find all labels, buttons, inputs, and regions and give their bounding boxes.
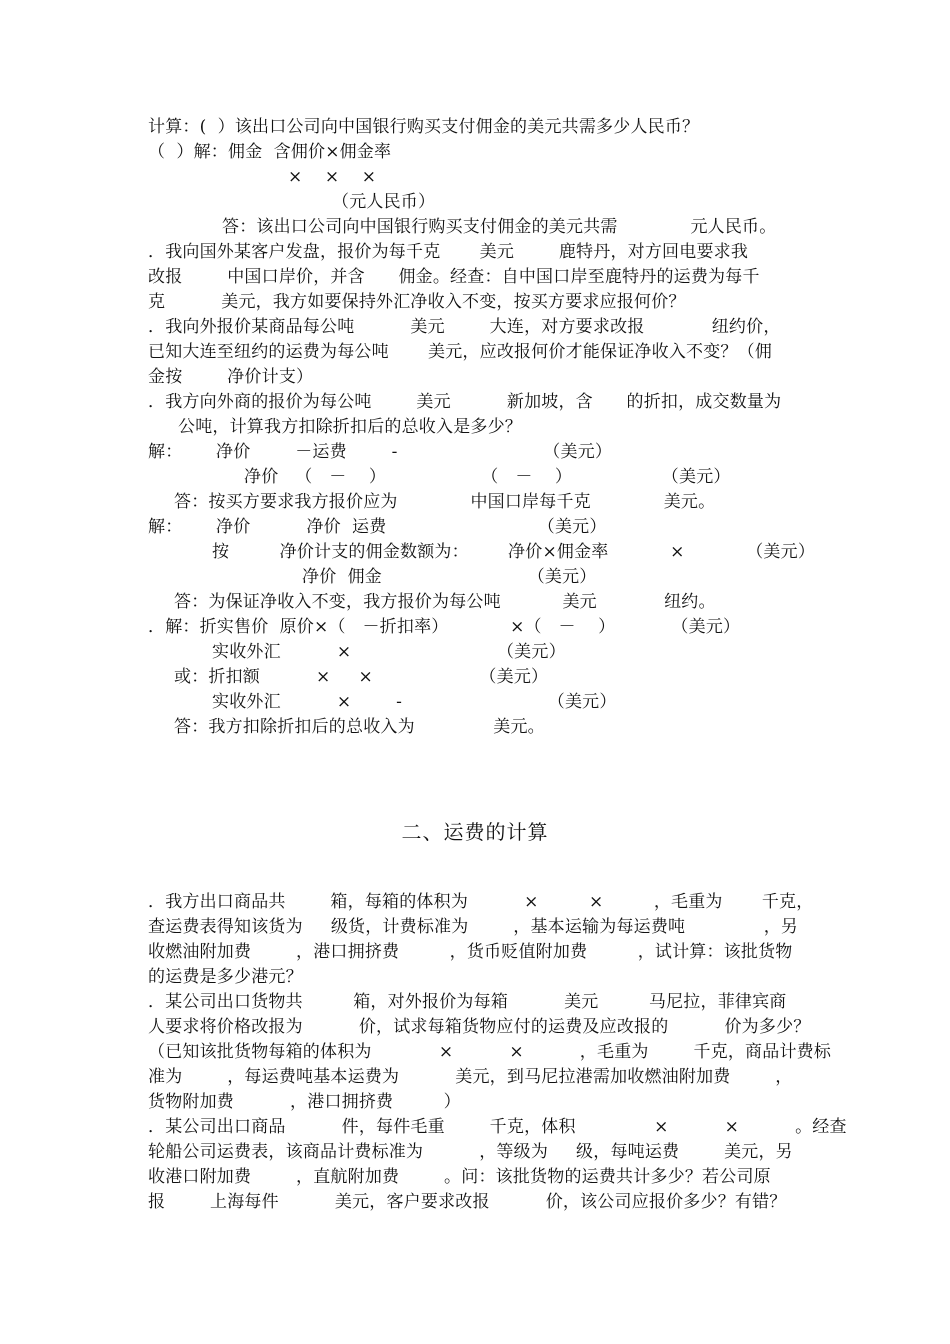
text-line: 净价 （ － ） （ － ） （美元） <box>244 467 731 487</box>
text-line: 净价 －运费 - （美元） <box>216 442 613 462</box>
text-line: 实收外汇 × - （美元） <box>212 692 617 712</box>
text-line: 收燃油附加费 ，港口拥挤费 ，货币贬值附加费 ，试计算：该批货物 <box>148 942 793 962</box>
text-line: 计算：( ）该出口公司向中国银行购买支付佣金的美元共需多少人民币？ <box>148 117 700 137</box>
text-line: 轮船公司运费表，该商品计费标准为 ，等级为 级，每吨运费 美元，另 <box>148 1142 793 1162</box>
text-line: 答：该出口公司向中国银行购买支付佣金的美元共需 元人民币。 <box>222 217 777 237</box>
text-line: 金按 净价计支） <box>148 367 314 387</box>
section-heading: 二、运费的计算 <box>401 820 549 844</box>
text-line: 解： <box>148 442 183 462</box>
text-line: 人要求将价格改报为 价，试求每箱货物应付的运费及应改报的 价为多少？ <box>148 1017 811 1037</box>
text-line: × × × <box>288 167 377 187</box>
text-line: ．我方出口商品共 箱，每箱的体积为 × × ，毛重为 千克， <box>148 892 814 912</box>
text-line: 收港口附加费 ，直航附加费 。问：该批货物的运费共计多少？若公司原 <box>148 1167 771 1187</box>
text-line: 货物附加费 ，港口拥挤费 ） <box>148 1092 461 1112</box>
text-line: ．我向国外某客户发盘，报价为每千克 美元 鹿特丹，对方回电要求我 <box>148 242 749 262</box>
text-line: 改报 中国口岸价，并含 佣金。经查：自中国口岸至鹿特丹的运费为每千 <box>148 267 760 287</box>
text-line: ．我方向外商的报价为每公吨 美元 新加坡，含 的折扣，成交数量为 <box>148 392 782 412</box>
text-line: ．我向外报价某商品每公吨 美元 大连，对方要求改报 纽约价， <box>148 317 781 337</box>
text-line: 或：折扣额 × × （美元） <box>174 667 549 687</box>
text-line: （ ）解：佣金 含佣价×佣金率 <box>148 142 392 162</box>
text-line: 已知大连至纽约的运费为每公吨 美元，应改报何价才能保证净收入不变？（佣 <box>148 342 773 362</box>
text-line: 查运费表得知该货为 级货，计费标准为 ，基本运输为每运费吨 ，另 <box>148 917 799 937</box>
text-line: ．解：折实售价 原价×（ －折扣率） ×（ － ） （美元） <box>148 617 741 637</box>
text-line: ．某公司出口商品 件，每件毛重 千克，体积 × × 。经查 <box>148 1117 847 1137</box>
text-line: 的运费是多少港元？ <box>148 967 303 987</box>
text-line: 按 净价计支的佣金数额为： 净价×佣金率 × （美元） <box>212 542 816 562</box>
text-line: 公吨，计算我方扣除折扣后的总收入是多少？ <box>178 417 522 437</box>
text-line: 答：我方扣除折扣后的总收入为 美元。 <box>174 717 545 737</box>
text-line: 实收外汇 × （美元） <box>212 642 566 662</box>
text-line: 净价 净价 运费 （美元） <box>216 517 607 537</box>
text-line: 解： <box>148 517 183 537</box>
text-line: 准为 ，每运费吨基本运费为 美元，到马尼拉港需加收燃油附加费 ， <box>148 1067 793 1087</box>
text-line: ．某公司出口货物共 箱，对外报价为每箱 美元 马尼拉，菲律宾商 <box>148 992 787 1012</box>
text-line: （元人民币） <box>332 192 436 212</box>
text-line: 净价 佣金 （美元） <box>302 567 597 587</box>
text-line: 答：按买方要求我方报价应为 中国口岸每千克 美元。 <box>174 492 716 512</box>
text-line: 报 上海每件 美元，客户要求改报 价，该公司应报价多少？有错？ <box>148 1192 787 1212</box>
text-line: 克 美元，我方如要保持外汇净收入不变，按买方要求应报何价？ <box>148 292 686 312</box>
text-line: 答：为保证净收入不变，我方报价为每公吨 美元 纽约。 <box>174 592 716 612</box>
text-line: （已知该批货物每箱的体积为 × × ，毛重为 千克，商品计费标 <box>148 1042 832 1062</box>
